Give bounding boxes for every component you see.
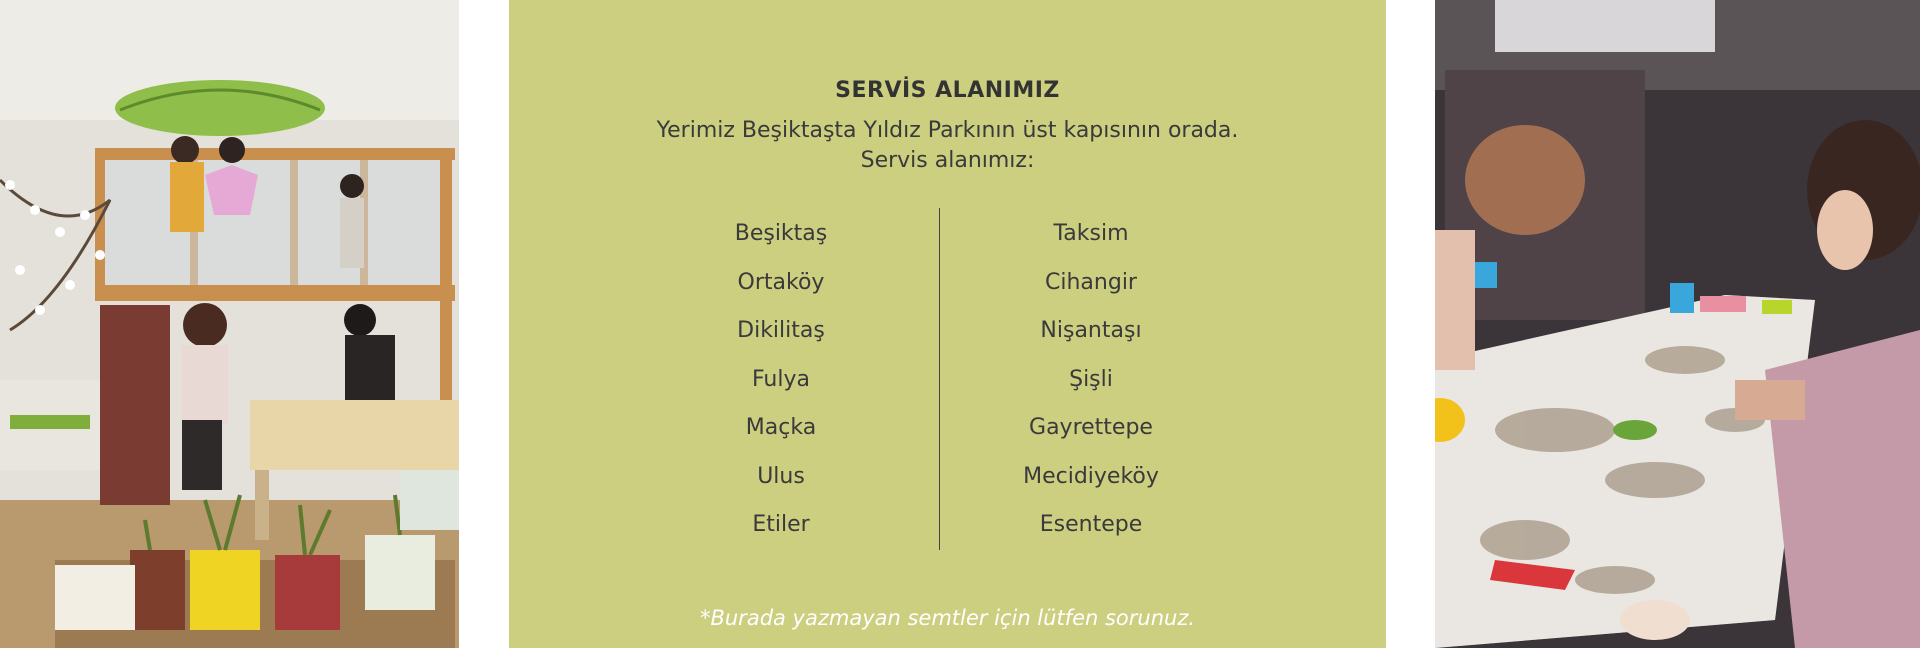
column-divider — [939, 208, 940, 550]
district-item: Taksim — [1053, 221, 1129, 246]
district-item: Fulya — [751, 366, 810, 392]
district-item: Beşiktaş — [734, 221, 828, 246]
subtitle-line-1: Yerimiz Beşiktaşta Yıldız Parkının üst kapısının orada. — [656, 118, 1239, 143]
district-item: Cihangir — [1045, 269, 1137, 295]
district-item: Nişantaşı — [1040, 318, 1142, 343]
district-item: Etiler — [752, 512, 810, 537]
district-item: Mecidiyeköy — [1023, 463, 1159, 489]
district-item: Esentepe — [1039, 512, 1143, 537]
district-item: Dikilitaş — [737, 318, 825, 343]
panel-footnote: *Burada yazmayan semtler için lütfen sorunuz. — [699, 606, 1196, 630]
subtitle-line-2: Servis alanımız: — [860, 148, 1035, 173]
district-item: Ortaköy — [737, 269, 825, 295]
district-list-right — [941, 216, 1241, 556]
district-item: Şişli — [1069, 366, 1113, 392]
service-area-panel — [509, 0, 1386, 648]
panel-subtitle — [509, 116, 1386, 176]
panel-title: SERVİS ALANIMIZ — [835, 78, 1060, 103]
district-item: Gayrettepe — [1029, 415, 1153, 440]
district-item: Ulus — [757, 463, 805, 489]
district-item: Maçka — [745, 415, 817, 440]
district-list-left — [631, 216, 931, 556]
light-table-photo — [1435, 0, 1920, 648]
classroom-photo — [0, 0, 459, 648]
